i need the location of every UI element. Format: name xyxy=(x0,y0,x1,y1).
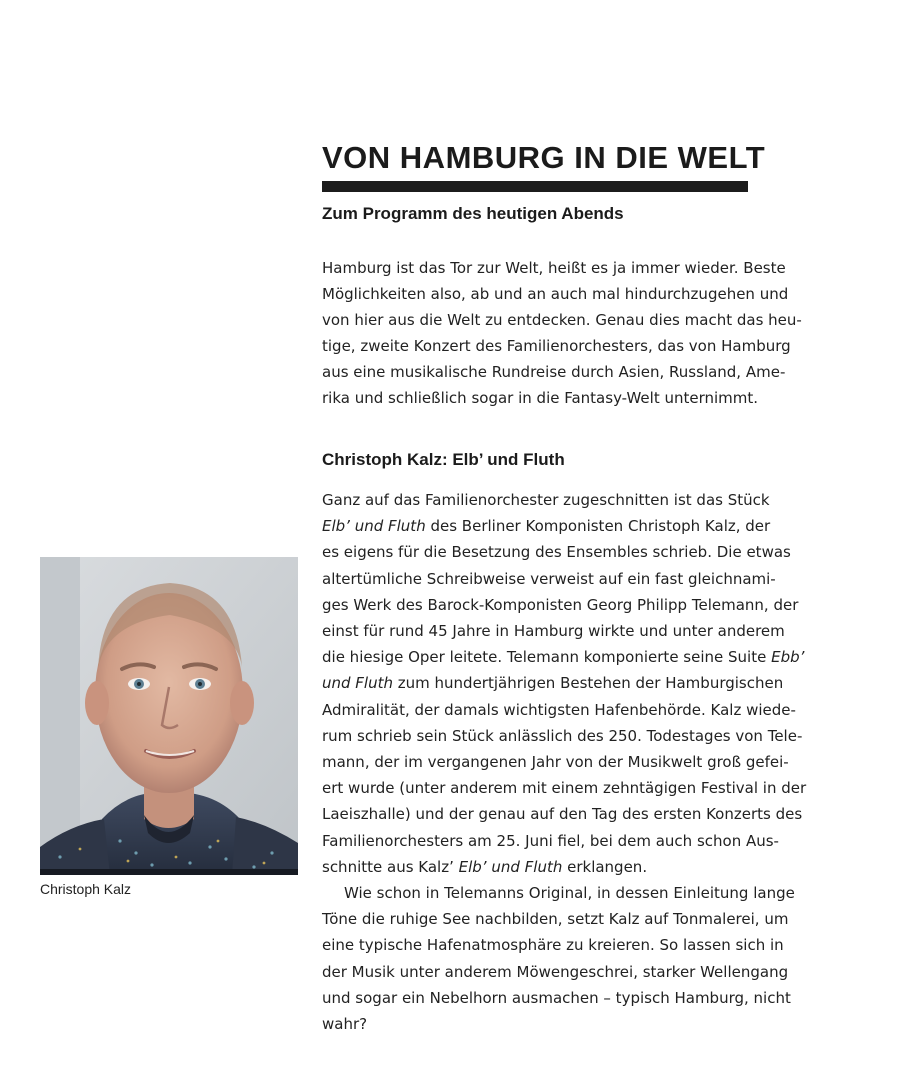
body-line: eine typische Hafenatmosphäre zu kreieren. So lassen sich in xyxy=(322,936,784,955)
body-line: und Fluth zum hundertjährigen Bestehen der Hamburgischen xyxy=(322,674,784,693)
body-line: der Musik unter anderem Möwengeschrei, starker Wellengang xyxy=(322,962,789,981)
page-title: VON HAMBURG IN DIE WELT xyxy=(322,140,766,175)
body-line: schnitte aus Kalz’ Elb’ und Fluth erklangen. xyxy=(322,857,648,876)
body-line: Töne die ruhige See nachbilden, setzt Kalz auf Tonmalerei, um xyxy=(322,910,789,929)
intro-line: von hier aus die Welt zu entdecken. Genau dies macht das heu- xyxy=(322,311,802,329)
title-underline-rule xyxy=(322,181,748,192)
photo-caption: Christoph Kalz xyxy=(40,881,132,897)
subtitle: Zum Programm des heutigen Abends xyxy=(322,204,624,223)
section-heading: Christoph Kalz: Elb’ und Fluth xyxy=(322,450,565,469)
body-line: altertümliche Schreibweise verweist auf ein fast gleichnami- xyxy=(322,569,776,588)
body-line: Laeiszhalle) und der genau auf den Tag des ersten Konzerts des xyxy=(322,805,803,824)
body-line: und sogar ein Nebelhorn ausmachen – typisch Hamburg, nicht xyxy=(322,988,791,1007)
work-title: Elb’ und Fluth xyxy=(322,517,426,536)
body-line: Wie schon in Telemanns Original, in dessen Einleitung lange xyxy=(344,884,795,903)
intro-paragraph xyxy=(322,255,864,411)
section-body xyxy=(322,487,864,1037)
body-line: es eigens für die Besetzung des Ensembles schrieb. Die etwas xyxy=(322,543,791,562)
intro-line: Möglichkeiten also, ab und an auch mal hindurchzugehen und xyxy=(322,285,789,303)
body-line: die hiesige Oper leitete. Telemann komponierte seine Suite Ebb’ xyxy=(322,648,805,667)
body-line: Admiralität, der damals wichtigsten Hafenbehörde. Kalz wiede- xyxy=(322,700,796,719)
body-line: ert wurde (unter anderem mit einem zehntägigen Festival in der xyxy=(322,779,807,798)
intro-line: Hamburg ist das Tor zur Welt, heißt es ja immer wieder. Beste xyxy=(322,259,786,277)
body-line: einst für rund 45 Jahre in Hamburg wirkte und unter anderem xyxy=(322,622,785,641)
body-line: Elb’ und Fluth des Berliner Komponisten Christoph Kalz, der xyxy=(322,517,771,536)
work-title: Ebb’ xyxy=(771,648,805,667)
work-title: und Fluth xyxy=(322,674,393,693)
body-line: mann, der im vergangenen Jahr von der Musikwelt groß gefei- xyxy=(322,753,789,772)
work-title: Elb’ und Fluth xyxy=(458,857,563,876)
body-line: ges Werk des Barock-Komponisten Georg Philipp Telemann, der xyxy=(322,595,799,614)
intro-line: tige, zweite Konzert des Familienorchesters, das von Hamburg xyxy=(322,337,791,355)
portrait-photo xyxy=(40,557,298,875)
body-line: Familienorchesters am 25. Juni fiel, bei dem auch schon Aus- xyxy=(322,831,779,850)
body-line: wahr? xyxy=(322,1015,368,1034)
body-line: rum schrieb sein Stück anlässlich des 250. Todestages von Tele- xyxy=(322,726,803,745)
portrait-illustration xyxy=(40,557,298,875)
body-line: Ganz auf das Familienorchester zugeschnitten ist das Stück xyxy=(322,491,770,509)
intro-line: aus eine musikalische Rundreise durch Asien, Russland, Ame- xyxy=(322,363,786,381)
intro-line: rika und schließlich sogar in die Fantasy-Welt unternimmt. xyxy=(322,389,759,407)
